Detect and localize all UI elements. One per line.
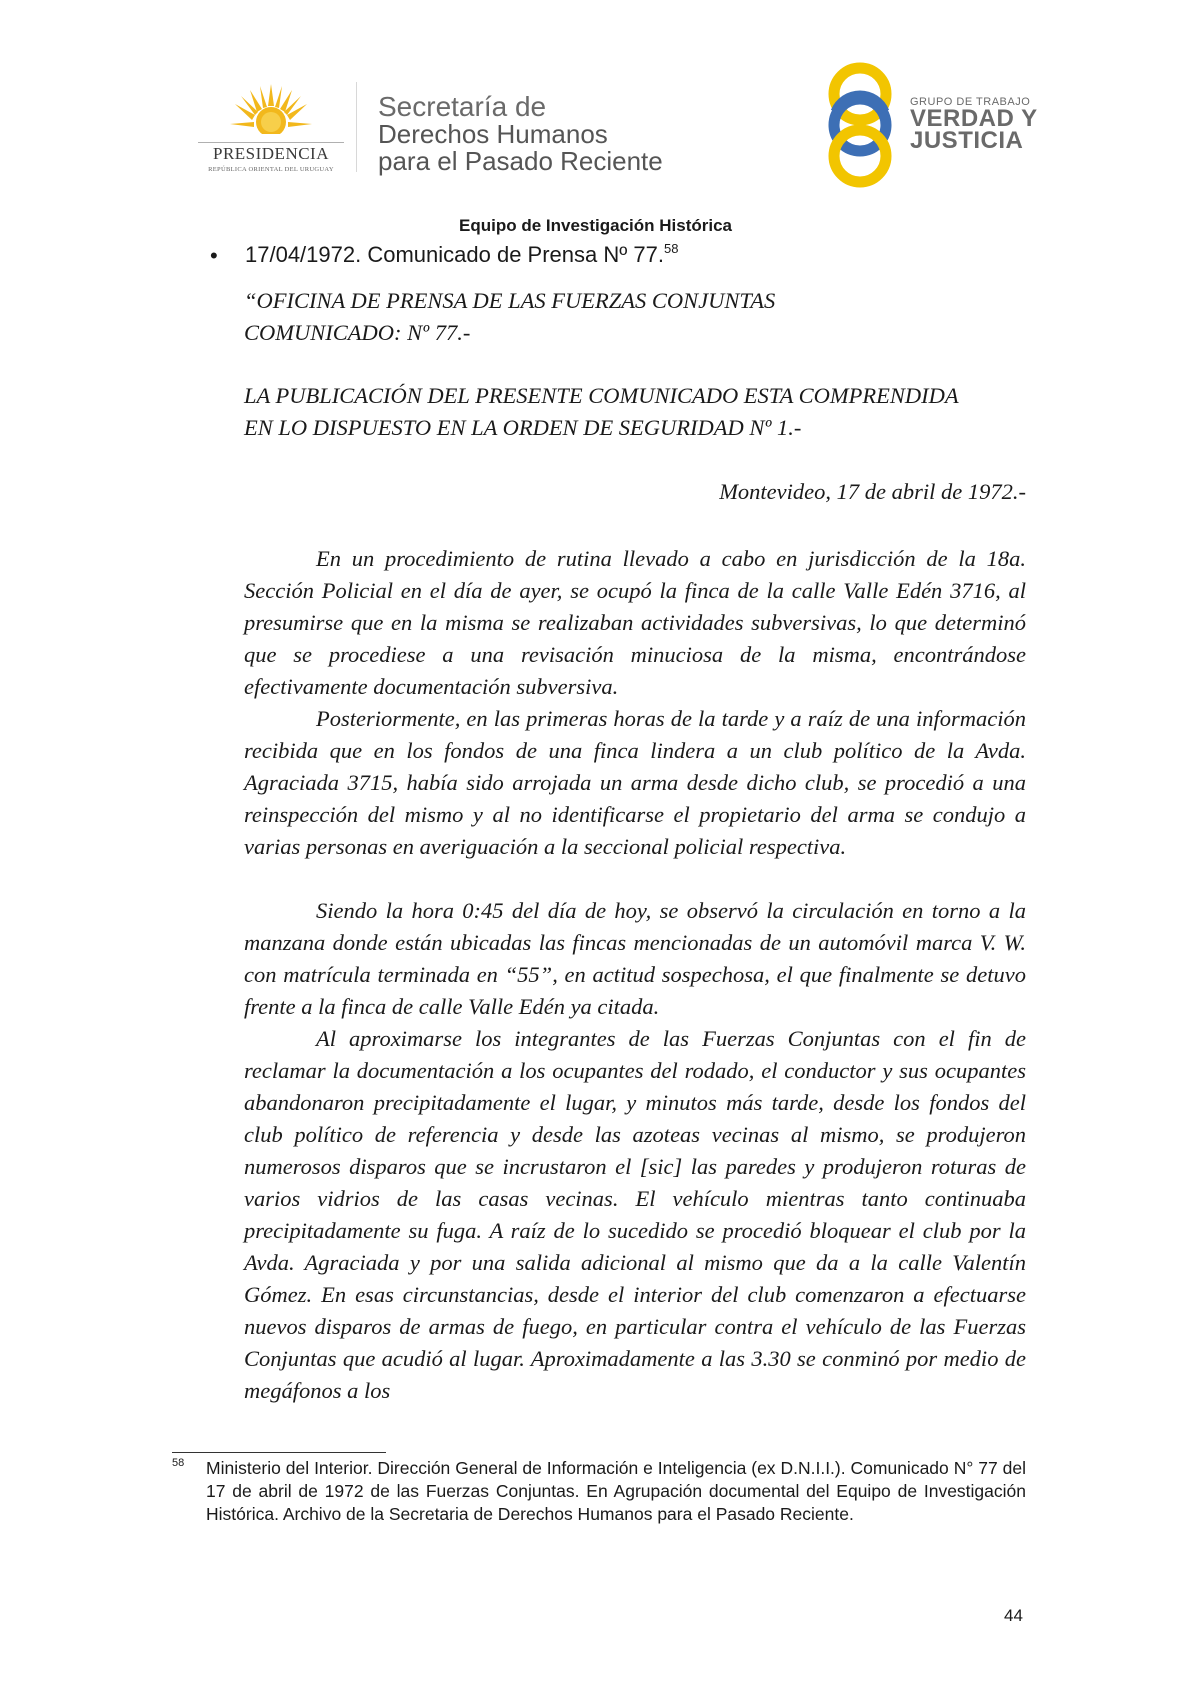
- doc-paragraph: [244, 895, 1026, 1023]
- footnote-text: Ministerio del Interior. Dirección General de Información e Inteligencia (ex D.N.I.I.). Comunicado N° 77 del 17 de abril de 1972 de las Fuerzas Conjuntas. En Agrupación documental del Equipo de Investigación Histórica. Archivo de la Secretaria de Derechos Humanos para el Pasado Reciente.: [206, 1458, 1026, 1524]
- gtvj-line-2: VERDAD Y: [910, 105, 1038, 132]
- gtvj-logo: [812, 62, 1038, 188]
- secretaria-line-1: Secretaría de: [378, 91, 547, 122]
- doc-paragraph-text: En un procedimiento de rutina llevado a cabo en jurisdicción de la 18a. Sección Policial en el día de ayer, se ocupó la finca de la calle Valle Edén 3716, al presumirse que en la misma se realizaban actividades subversivas, lo que determinó que se procediese a una revisación minuciosa de la misma, encontrándose efectivamente documentación subversiva.: [244, 546, 1026, 699]
- bullet-marker: •: [210, 243, 218, 268]
- gtvj-text: [910, 96, 1040, 152]
- presidencia-subtitle: REPÚBLICA ORIENTAL DEL URUGUAY: [208, 166, 334, 173]
- doc-paragraph-text: Siendo la hora 0:45 del día de hoy, se observó la circulación en torno a la manzana donde están ubicadas las fincas mencionadas de un automóvil marca V. W. con matrícula terminada en “55”, en actitud sospechosa, el que finalmente se detuvo frente a la finca de calle Valle Edén ya citada.: [244, 898, 1026, 1019]
- doc-paragraph-text: Posteriormente, en las primeras horas de la tarde y a raíz de una información recibida que en los fondos de una finca lindera a un club político de la Avda. Agraciada 3715, había sido arrojada un arma desde dicho club, se procedió a una reinspección del mismo y al no identificarse el propietario del arma se condujo a varias personas en averiguación a la seccional policial respectiva.: [244, 706, 1026, 859]
- doc-heading-line-1: “OFICINA DE PRENSA DE LAS FUERZAS CONJUNTAS: [244, 288, 776, 313]
- doc-notice-line-1: LA PUBLICACIÓN DEL PRESENTE COMUNICADO ESTA COMPRENDIDA: [244, 383, 959, 408]
- doc-paragraph-text: Al aproximarse los integrantes de las Fuerzas Conjuntas con el fin de reclamar la documentación a los ocupantes del rodado, el conductor y sus ocupantes abandonaron precipitadamente el lugar, y minutos más tarde, desde los fondos del club político de referencia y desde las azoteas vecinas al mismo, se produjeron numerosos disparos que se incrustaron el [sic] las paredes y produjeron roturas de varios vidrios de las casas vecinas. El vehículo mientras tanto continuaba precipitadamente su fuga. A raíz de lo sucedido se procedió bloquear el club por la Avda. Agraciada y por una salida adicional al mismo que da a la calle Valentín Gómez. En esas circunstancias, desde el interior del club comenzaron a efectuarse nuevos disparos de armas de fuego, en particular contra el vehículo de las Fuerzas Conjuntas que acudió al lugar. Aproximadamente a las 3.30 se conminó por medio de megáfonos a los: [244, 1026, 1026, 1403]
- page-number: 44: [1004, 1606, 1023, 1625]
- doc-place-date: Montevideo, 17 de abril de 1972.-: [719, 479, 1026, 504]
- doc-heading-line-2: COMUNICADO: Nº 77.-: [244, 320, 471, 345]
- rings-emblem-icon: [812, 62, 908, 188]
- entry-title-text: 17/04/1972. Comunicado de Prensa Nº 77.: [245, 242, 664, 267]
- presidencia-logo: [196, 82, 356, 178]
- header-team-title: Equipo de Investigación Histórica: [459, 216, 732, 235]
- doc-paragraph: [244, 543, 1026, 703]
- secretaria-line-3: para el Pasado Reciente: [378, 146, 663, 176]
- doc-paragraph: [244, 1023, 1026, 1407]
- entry-title: [245, 241, 678, 268]
- logo-divider: [356, 82, 357, 172]
- footnote-separator: [172, 1452, 386, 1453]
- secretaria-logo-text: [378, 92, 718, 175]
- secretaria-line-2: Derechos Humanos: [378, 119, 608, 149]
- gtvj-line-1: GRUPO DE TRABAJO: [910, 96, 1031, 108]
- sun-emblem-icon: [230, 82, 312, 144]
- presidencia-name: PRESIDENCIA: [212, 144, 329, 163]
- footnote-number: 58: [172, 1457, 185, 1469]
- doc-paragraph: [244, 703, 1026, 863]
- footnote-reference: 58: [663, 241, 679, 256]
- gtvj-line-3: JUSTICIA: [910, 127, 1024, 154]
- doc-notice-line-2: EN LO DISPUESTO EN LA ORDEN DE SEGURIDAD Nº 1.-: [244, 415, 802, 440]
